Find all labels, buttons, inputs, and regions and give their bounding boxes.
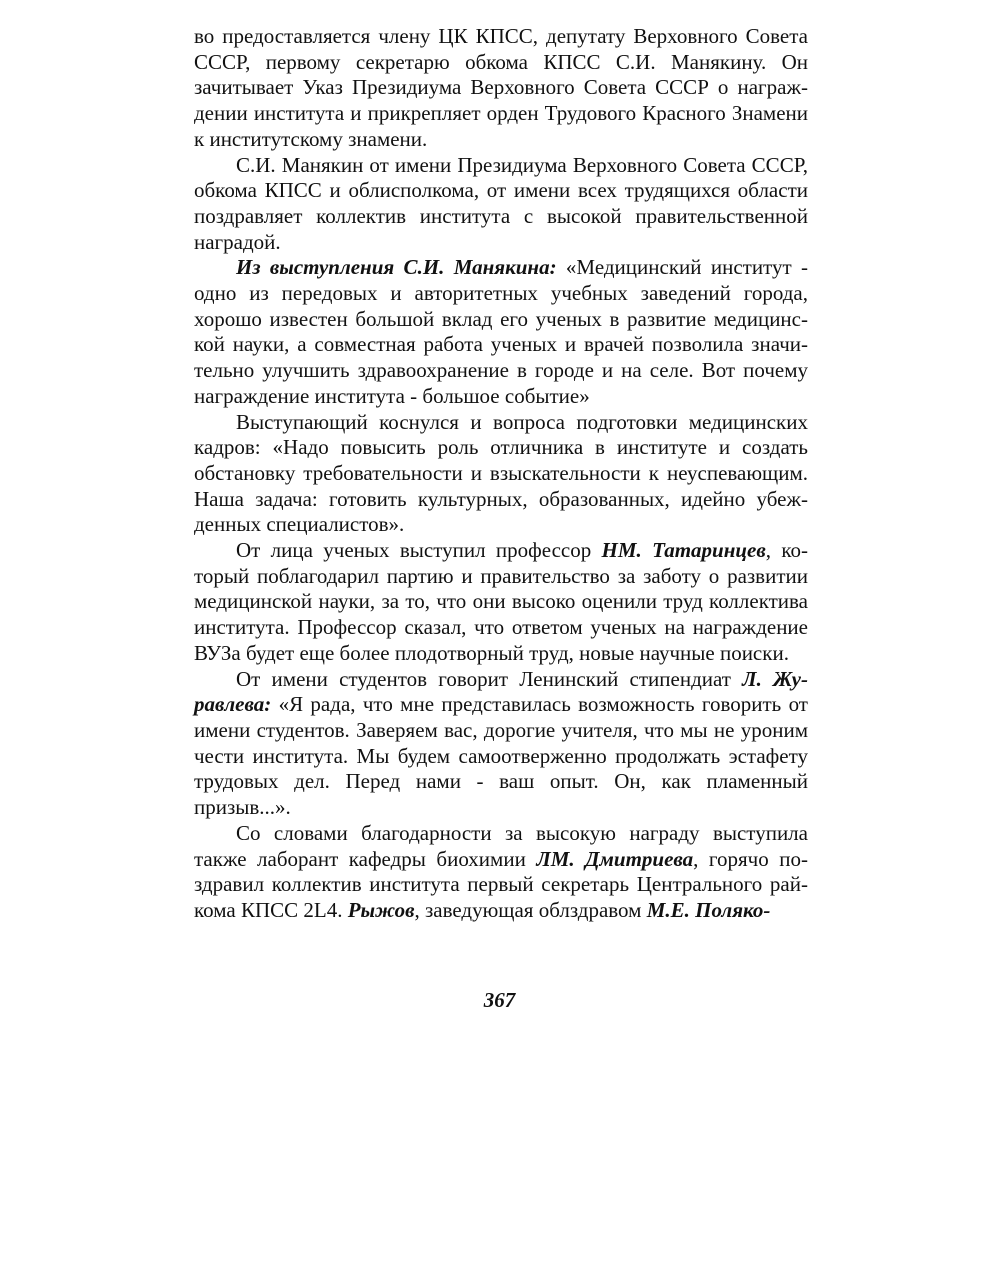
speaker-name: Рыжов — [347, 897, 415, 922]
speaker-name: ЛМ. Дмитриева — [536, 846, 694, 871]
paragraph-1: во предоставляется члену ЦК КПСС, депутату Верховного Совета СССР, первому секретарю обкома КПСС С.И. Манякину. Он зачитывает Указ Президиума Верховного Совета СССР о награждении института и прикрепляет орден Трудового Красного Знамени к институтскому знамени. — [194, 24, 808, 151]
paragraph-7 — [194, 821, 808, 924]
document-page — [194, 24, 808, 924]
paragraph-2: С.И. Манякин от имени Президиума Верховного Совета СССР, обкома КПСС и облисполкома, от имени всех трудящихся области поздравляет коллектив института с высокой правительственной наградой. — [194, 152, 808, 254]
paragraph-text: От имени студентов говорит Ленинский стипендиат — [236, 666, 743, 691]
speaker-name: Л. Журавлева: — [194, 666, 808, 717]
paragraph-4: Выступающий коснулся и вопроса подготовки медицинских кадров: «Надо повысить роль отличника в институте и создать обстановку требовательности и взыскательности к неуспевающим. Наша задача: готовить культурных, образованных, идейно убежденных специалистов». — [194, 409, 808, 537]
paragraph-5 — [194, 538, 808, 667]
paragraph-3 — [194, 255, 808, 409]
paragraph-text: От лица ученых выступил профессор — [236, 538, 602, 563]
paragraph-text: , заведующая облздравом — [414, 897, 647, 922]
paragraph-text: Со словами благодарности за высокую награду выступила также лаборант кафедры биохимии — [194, 820, 808, 871]
paragraph-text: , горячо поздравил коллектив института первый секретарь Центрального райкома КПСС 2L4. — [194, 846, 808, 922]
paragraph-6 — [194, 667, 808, 821]
paragraph-text: «Медицинский институт - одно из передовых и авторитетных учебных заведений города, хорошо известен большой вклад его ученых в развитие медицинской науки, а совместная работа ученых и врачей позволила значительно улучшить здравоохранение в городе и на селе. Вот почему награждение института - большое событие» — [194, 255, 808, 408]
speaker-name: М.Е. Поляко- — [646, 897, 771, 922]
speaker-name: Из выступления С.И. Манякина: — [236, 255, 557, 280]
paragraph-text: , который поблагодарил партию и правительство за заботу о развитии медицинской науки, за то, что они высоко оценили труд коллектива института. Профессор сказал, что ответом ученых на награждение ВУЗа будет еще более плодотворный труд, новые научные поиски. — [194, 538, 808, 665]
page-number: 367 — [483, 988, 516, 1012]
paragraph-text: «Я рада, что мне представилась возможность говорить от имени студентов. Заверяем вас, дорогие учителя, что мы не уроним чести института. Мы будем самоотверженно продолжать эстафету трудовых дел. Перед нами - ваш опыт. Он, как пламенный призыв...». — [194, 692, 808, 820]
speaker-name: НМ. Татаринцев — [601, 538, 766, 563]
